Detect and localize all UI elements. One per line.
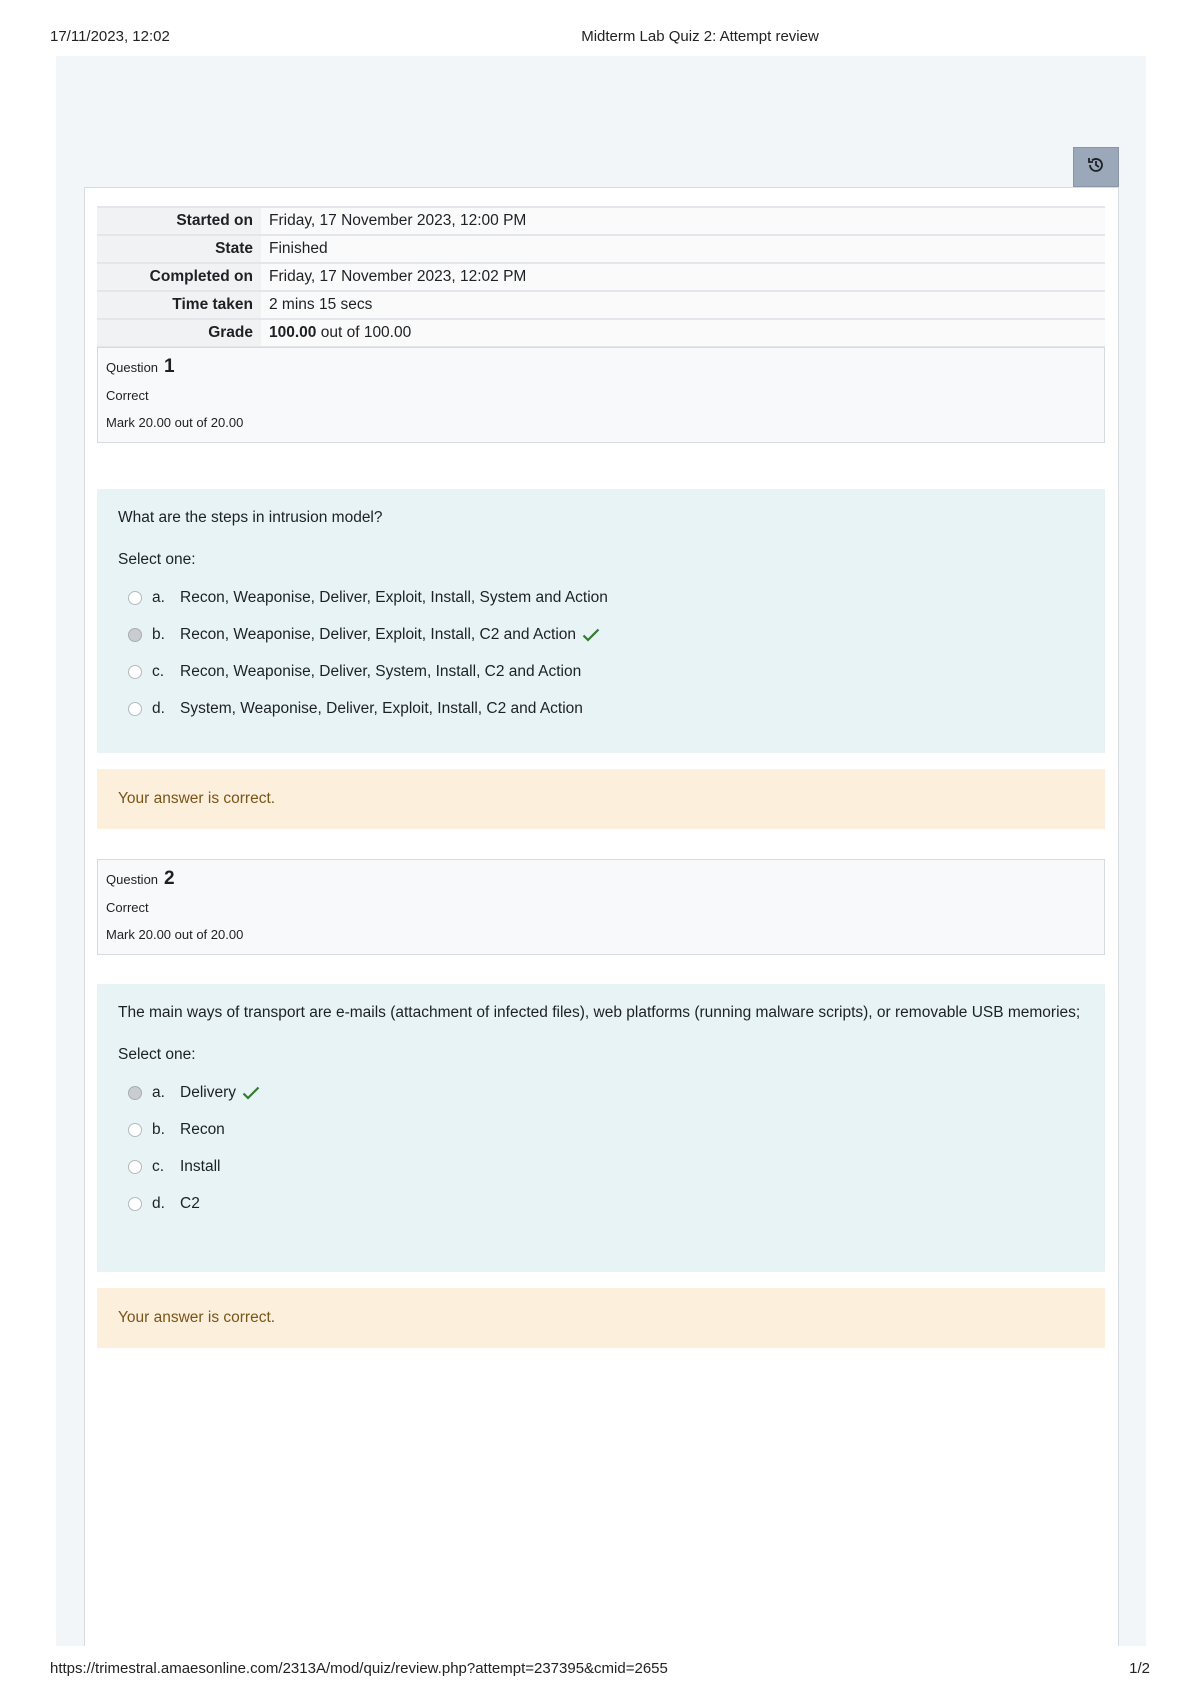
question-number: 1 bbox=[164, 356, 175, 377]
summary-value: 2 mins 15 secs bbox=[261, 291, 1105, 319]
answer-text: C2 bbox=[180, 1194, 200, 1212]
grade-score: 100.00 bbox=[269, 324, 317, 341]
check-icon bbox=[582, 628, 600, 642]
summary-value: Friday, 17 November 2023, 12:02 PM bbox=[261, 263, 1105, 291]
answer-option[interactable] bbox=[118, 616, 1084, 653]
question-info bbox=[97, 347, 1105, 443]
history-icon bbox=[1086, 155, 1106, 180]
question-formulation bbox=[97, 489, 1105, 753]
answer-text: Recon, Weaponise, Deliver, System, Install, C2 and Action bbox=[180, 662, 582, 680]
answer-option[interactable] bbox=[118, 1185, 1084, 1222]
summary-row-completed bbox=[97, 263, 1105, 291]
answer-radio[interactable] bbox=[128, 1160, 142, 1174]
grade-out-of: out of 100.00 bbox=[320, 324, 412, 341]
print-page-number: 1/2 bbox=[1129, 1660, 1150, 1677]
summary-label: Grade bbox=[97, 319, 261, 347]
select-prompt: Select one: bbox=[118, 551, 196, 568]
question-state: Correct bbox=[106, 900, 149, 915]
check-icon bbox=[242, 1086, 260, 1100]
show-history-button[interactable] bbox=[1073, 147, 1119, 187]
question-text: The main ways of transport are e-mails (attachment of infected files), web platforms (running malware scripts), or removable USB memories; bbox=[118, 1004, 1081, 1021]
summary-row-started bbox=[97, 207, 1105, 235]
answer-option[interactable] bbox=[118, 1148, 1084, 1185]
select-prompt: Select one: bbox=[118, 1046, 196, 1063]
answer-letter: c. bbox=[152, 662, 165, 680]
answer-option[interactable] bbox=[118, 653, 1084, 690]
answer-text: Install bbox=[180, 1157, 221, 1175]
summary-row-grade bbox=[97, 319, 1105, 347]
question-text: What are the steps in intrusion model? bbox=[118, 509, 383, 526]
summary-value: Friday, 17 November 2023, 12:00 PM bbox=[261, 207, 1105, 235]
summary-label: Completed on bbox=[97, 263, 261, 291]
attempt-summary-table bbox=[97, 206, 1105, 348]
answer-feedback: Your answer is correct. bbox=[97, 1288, 1105, 1348]
print-datetime: 17/11/2023, 12:02 bbox=[50, 28, 170, 45]
question-state: Correct bbox=[106, 388, 149, 403]
answer-option[interactable] bbox=[118, 1074, 1084, 1111]
question-label: Question bbox=[106, 872, 159, 887]
answer-radio[interactable] bbox=[128, 665, 142, 679]
answer-radio[interactable] bbox=[128, 1197, 142, 1211]
answer-letter: b. bbox=[152, 1120, 165, 1138]
question-label: Question bbox=[106, 360, 159, 375]
answer-radio[interactable] bbox=[128, 628, 142, 642]
summary-row-time bbox=[97, 291, 1105, 319]
answer-letter: a. bbox=[152, 588, 165, 606]
answer-letter: c. bbox=[152, 1157, 165, 1175]
answer-letter: d. bbox=[152, 1194, 165, 1212]
print-title: Midterm Lab Quiz 2: Attempt review bbox=[581, 28, 819, 45]
question-number: 2 bbox=[164, 868, 175, 889]
answer-radio[interactable] bbox=[128, 1123, 142, 1137]
answer-option[interactable] bbox=[118, 690, 1084, 727]
print-url: https://trimestral.amaesonline.com/2313A/mod/quiz/review.php?attempt=237395&cmid=2655 bbox=[50, 1660, 668, 1677]
question-mark: Mark 20.00 out of 20.00 bbox=[106, 927, 244, 942]
question-info bbox=[97, 859, 1105, 955]
answer-text: Recon, Weaponise, Deliver, Exploit, Install, System and Action bbox=[180, 588, 608, 606]
summary-value: Finished bbox=[261, 235, 1105, 263]
answer-text: Recon bbox=[180, 1120, 225, 1138]
print-footer bbox=[0, 1660, 1200, 1680]
answer-radio[interactable] bbox=[128, 702, 142, 716]
print-header bbox=[0, 28, 1200, 48]
question-mark: Mark 20.00 out of 20.00 bbox=[106, 415, 244, 430]
answer-feedback: Your answer is correct. bbox=[97, 769, 1105, 829]
answer-letter: b. bbox=[152, 625, 165, 643]
answer-option[interactable] bbox=[118, 1111, 1084, 1148]
summary-value bbox=[261, 319, 1105, 347]
summary-row-state bbox=[97, 235, 1105, 263]
answer-option[interactable] bbox=[118, 579, 1084, 616]
question-formulation bbox=[97, 984, 1105, 1272]
answer-letter: a. bbox=[152, 1083, 165, 1101]
summary-label: Time taken bbox=[97, 291, 261, 319]
answer-radio[interactable] bbox=[128, 591, 142, 605]
answer-letter: d. bbox=[152, 699, 165, 717]
answer-text: System, Weaponise, Deliver, Exploit, Install, C2 and Action bbox=[180, 699, 583, 717]
summary-label: State bbox=[97, 235, 261, 263]
answer-text: Recon, Weaponise, Deliver, Exploit, Install, C2 and Action bbox=[180, 625, 577, 643]
summary-label: Started on bbox=[97, 207, 261, 235]
answer-text: Delivery bbox=[180, 1083, 236, 1101]
answer-radio[interactable] bbox=[128, 1086, 142, 1100]
